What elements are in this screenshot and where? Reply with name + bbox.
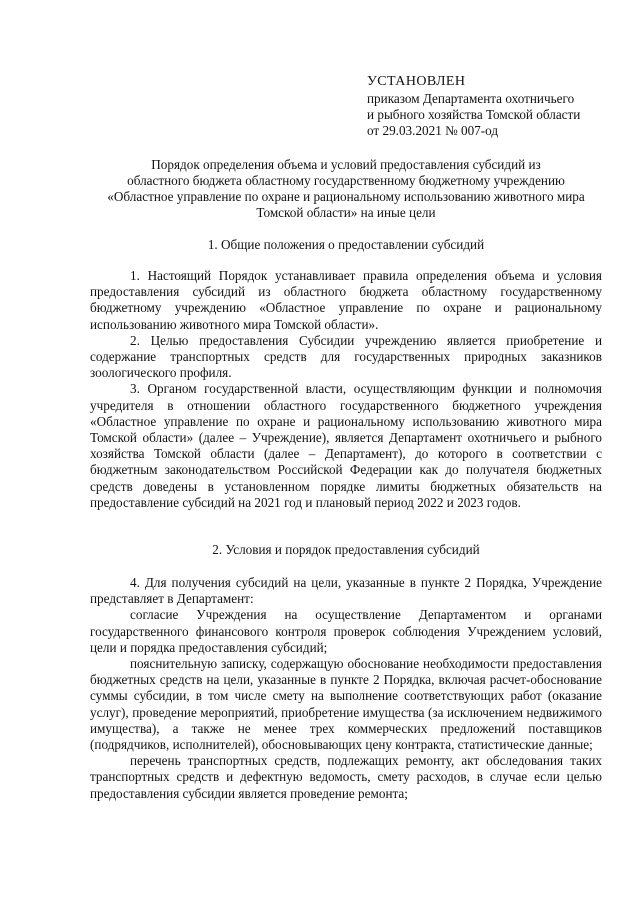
section-2-heading: 2. Условия и порядок предоставления субсидий [212,542,480,557]
section-1-heading: 1. Общие положения о предоставлении субсидий [207,237,485,252]
paragraph-consent: согласие Учреждения на осуществление Департаментом и органами государственного финансового контроля проверок соблюдения Учреждением условий, цели и порядка предоставления субсидий; [90,607,602,655]
title-line-1: Порядок определения объема и условий предоставления субсидий из [151,157,541,172]
paragraph-2: 2. Целью предоставления Субсидии учреждению является приобретение и содержание транспортных средств для государственных природных заказников зоологического профиля. [90,332,602,381]
title-line-2: областного бюджета областному государственному бюджетному учреждению [127,173,565,188]
approval-stamp [367,74,580,139]
section-2-body [90,575,602,802]
document-title [90,157,602,221]
approval-line-2: и рыбного хозяйства Томской области [367,107,581,122]
paragraph-explanatory-note: пояснительную записку, содержащую обоснование необходимости предоставления бюджетных средств на цели, указанные в пункте 2 Порядка, включая расчет-обоснование суммы субсидии, в том числе смету на выполнение соответствующих работ (оказание услуг), проведение мероприятий, приобретение имущества (за исключением недвижимого имущества), а также не менее трех коммерческих предложений поставщиков (подрядчиков, исполнителей), обосновывающих цену контракта, статистические данные; [90,656,602,753]
paragraph-vehicle-list: перечень транспортных средств, подлежащих ремонту, акт обследования таких транспортных средств и дефектную ведомость, смету расходов, в случае если целью предоставления субсидии является проведение ремонта; [90,753,602,801]
approval-line-3: от 29.03.2021 № 007-од [367,123,499,138]
title-line-3: «Областное управление по охране и рациональному использованию животного мира [107,189,585,204]
paragraph-1: 1. Настоящий Порядок устанавливает правила определения объема и условия предоставления субсидий из областного бюджета областному государственному бюджетному учреждению «Областное управление по охране и рациональному использованию животного мира Томской области». [90,268,602,332]
paragraph-3: 3. Органом государственной власти, осуществляющим функции и полномочия учредителя в отношении областного государственного бюджетного учреждения «Областное управление по охране и рациональному использованию животного мира Томской области» (далее – Учреждение), является Департамент охотничьего и рыбного хозяйства Томской области (далее – Департамент), до которого в соответствии с бюджетным законодательством Российской Федерации как до получателя бюджетных средств доведены в установленном порядке лимиты бюджетных обязательств на предоставление субсидий на 2021 год и плановый период 2022 и 2023 годов. [90,381,602,510]
title-line-4: Томской области» на иные цели [256,205,436,220]
paragraph-4: 4. Для получения субсидий на цели, указанные в пункте 2 Порядка, Учреждение представляет в Департамент: [90,575,602,607]
section-1-body [90,268,602,511]
approval-line-1: приказом Департамента охотничьего [367,91,575,106]
approval-heading: УСТАНОВЛЕН [367,74,466,89]
